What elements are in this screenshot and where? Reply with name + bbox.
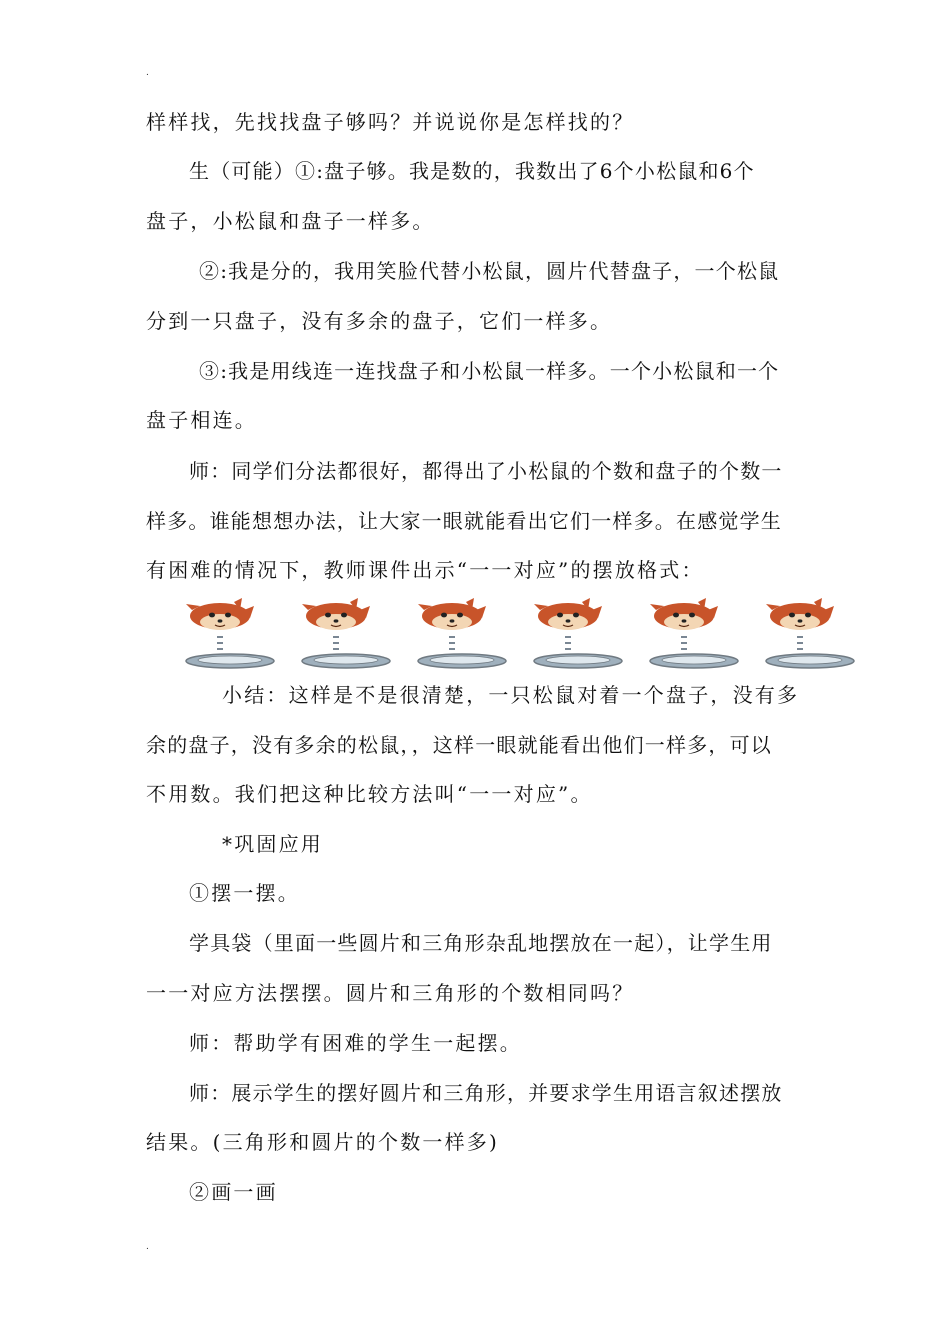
paragraph-line: 盘子相连。 <box>146 408 257 432</box>
paragraph-line: 样样找，先找找盘子够吗？并说说你是怎样找的？ <box>146 110 635 134</box>
squirrel-plate-pair <box>416 598 488 672</box>
paragraph-line: 学具袋（里面一些圆片和三角形杂乱地摆放在一起），让学生用 <box>189 931 773 955</box>
paragraph-line: 师：同学们分法都很好，都得出了小松鼠的个数和盘子的个数一 <box>189 459 783 483</box>
paragraph-line: 结果。(三角形和圆片的个数一样多) <box>146 1130 500 1154</box>
squirrel-plate-pair <box>184 598 256 672</box>
paragraph-line: 分到一只盘子，没有多余的盘子，它们一样多。 <box>146 309 613 333</box>
bottom-page-mark: . <box>146 1242 149 1252</box>
paragraph-line: 师：展示学生的摆好圆片和三角形，并要求学生用语言叙述摆放 <box>189 1081 783 1105</box>
plate-icon <box>300 598 392 672</box>
paragraph-line: ②:我是分的，我用笑脸代替小松鼠，圆片代替盘子，一个松鼠 <box>199 259 780 283</box>
plate-icon <box>416 598 508 672</box>
paragraph-line: 师：帮助学有困难的学生一起摆。 <box>189 1031 522 1055</box>
paragraph-line: 一一对应方法摆摆。圆片和三角形的个数相同吗？ <box>146 981 635 1005</box>
squirrel-plate-pair <box>532 598 604 672</box>
plate-icon <box>648 598 740 672</box>
paragraph-line: 小结：这样是不是很清楚，一只松鼠对着一个盘子，没有多 <box>222 683 800 707</box>
paragraph-line: ①摆一摆。 <box>189 881 300 905</box>
paragraph-line: 不用数。我们把这种比较方法叫“一一对应”。 <box>146 782 593 806</box>
paragraph-line: ③:我是用线连一连找盘子和小松鼠一样多。一个小松鼠和一个 <box>199 359 780 383</box>
paragraph-line: 生（可能）①:盘子够。我是数的，我数出了6个小松鼠和6个 <box>189 159 755 183</box>
paragraph-line: 样多。谁能想想办法，让大家一眼就能看出它们一样多。在感觉学生 <box>146 509 782 533</box>
top-page-mark: . <box>146 68 149 78</box>
plate-icon <box>184 598 276 672</box>
paragraph-line: 余的盘子，没有多余的松鼠，，这样一眼就能看出他们一样多，可以 <box>146 733 772 757</box>
paragraph-line: ②画一画 <box>189 1180 278 1204</box>
plate-icon <box>532 598 624 672</box>
plate-icon <box>764 598 856 672</box>
squirrel-plate-pair <box>300 598 372 672</box>
one-to-one-correspondence-figure <box>184 598 860 672</box>
paragraph-line: 盘子，小松鼠和盘子一样多。 <box>146 209 435 233</box>
squirrel-plate-pair <box>648 598 720 672</box>
section-heading: *巩固应用 <box>222 832 323 856</box>
paragraph-line: 有困难的情况下，教师课件出示“一一对应”的摆放格式： <box>146 558 704 582</box>
squirrel-plate-pair <box>764 598 836 672</box>
